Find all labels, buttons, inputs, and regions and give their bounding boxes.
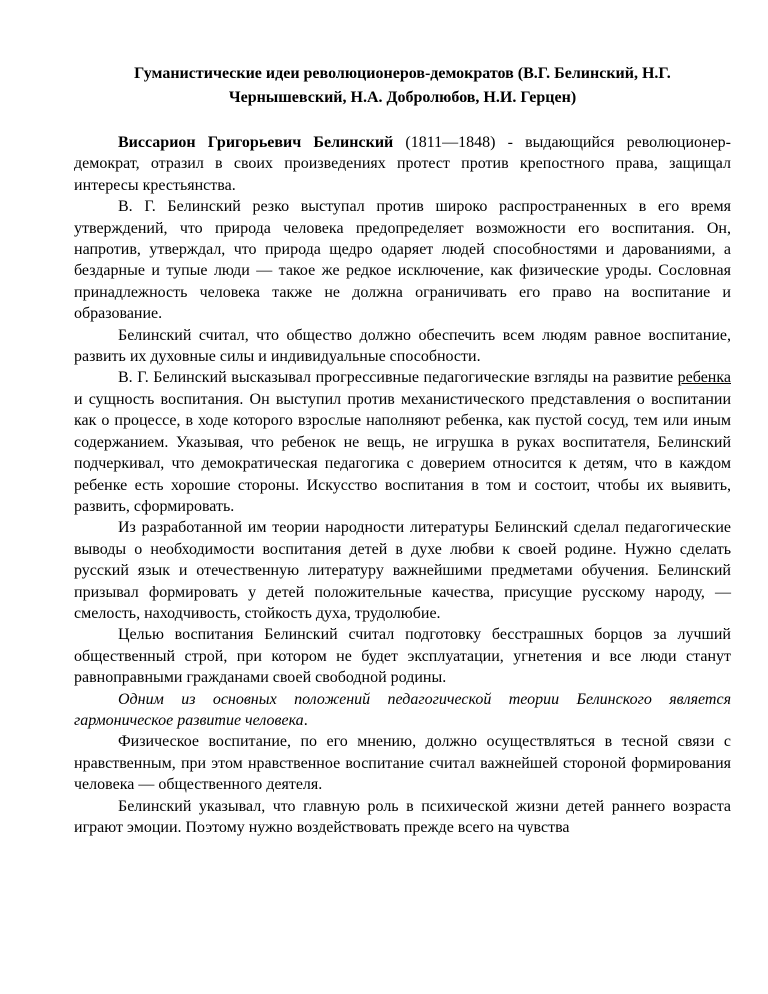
paragraph-physical-moral-education: Физическое воспитание, по его мнению, должно осуществляться в тесной связи с нравственным, при этом нравственное воспитание считал важнейшей стороной формирования человека — общественного деятеля. — [74, 733, 731, 794]
paragraph-nature-views: В. Г. Белинский резко выступал против широко распространенных в его время утверждений, что природа человека предопределяет возможности его воспитания. Он, напротив, утверждал, что природа щедро одаряет людей способностями и дарованиями, а бездарные и тупые люди — такое же редкое исключение, как физические уроды. Сословная принадлежность человека также не должна ограничивать его право на воспитание и образование. — [74, 198, 731, 323]
paragraph-text: (1811—1848) - выдающийся революционер-демократ, отразил в своих произведениях протест против крепостного права, защищал интересы крестьянства. — [74, 134, 732, 194]
paragraph-nationality-theory: Из разработанной им теории народности литературы Белинский сделал педагогические выводы о необходимости воспитания детей в духе любви к своей родине. Нужно сделать русский язык и отечественную литературу важнейшими предметами обучения. Белинский призывал формировать у детей положительные качества, присущие русскому народу, — смелость, находчивость, стойкость духа, трудолюбие. — [74, 519, 731, 622]
italic-statement: Одним из основных положений педагогической теории Белинского является гармоническое развитие человека — [74, 690, 731, 729]
document-title: Гуманистические идеи революционеров-демократов (В.Г. Белинский, Н.Г. Чернышевский, Н.А. Добролюбов, Н.И. Герцен) — [134, 65, 671, 106]
paragraph-text: и сущность воспитания. Он выступил против механистического представления о воспитании как о процессе, в ходе которого взрослые наполняют ребенка, как пустой сосуд, тем или иным содержанием. Указывая, что ребенок не вещь, не игрушка в руках воспитателя, Белинский подчеркивал, что демократическая педагогика с доверием относится к детям, что в каждом ребенке есть хорошие стороны. Искусство воспитания в том и состоит, чтобы их выявить, развить, сформировать. — [74, 390, 731, 515]
paragraph-text: . — [303, 711, 308, 729]
paragraph-equal-education: Белинский считал, что общество должно обеспечить всем людям равное воспитание, развить их духовные силы и индивидуальные способности. — [74, 326, 731, 366]
paragraph-belinsky-intro — [74, 132, 731, 196]
paragraph-goal-of-education: Целью воспитания Белинский считал подготовку бесстрашных борцов за лучший общественный строй, при котором не будет эксплуатации, угнетения и все люди станут равноправными гражданами своей свободной родины. — [74, 626, 731, 687]
paragraph-harmonious-development — [74, 689, 731, 732]
paragraph-emotions: Белинский указывал, что главную роль в психической жизни детей раннего возраста играют эмоции. Поэтому нужно воздействовать прежде всего на чувства — [74, 797, 731, 836]
person-name-bold: Виссарион Григорьевич Белинский — [118, 134, 394, 151]
paragraph-child-development — [74, 367, 731, 517]
child-link[interactable]: ребенка — [677, 369, 731, 387]
document-page — [74, 62, 731, 838]
paragraph-text: В. Г. Белинский высказывал прогрессивные педагогические взгляды на развитие — [118, 369, 678, 387]
